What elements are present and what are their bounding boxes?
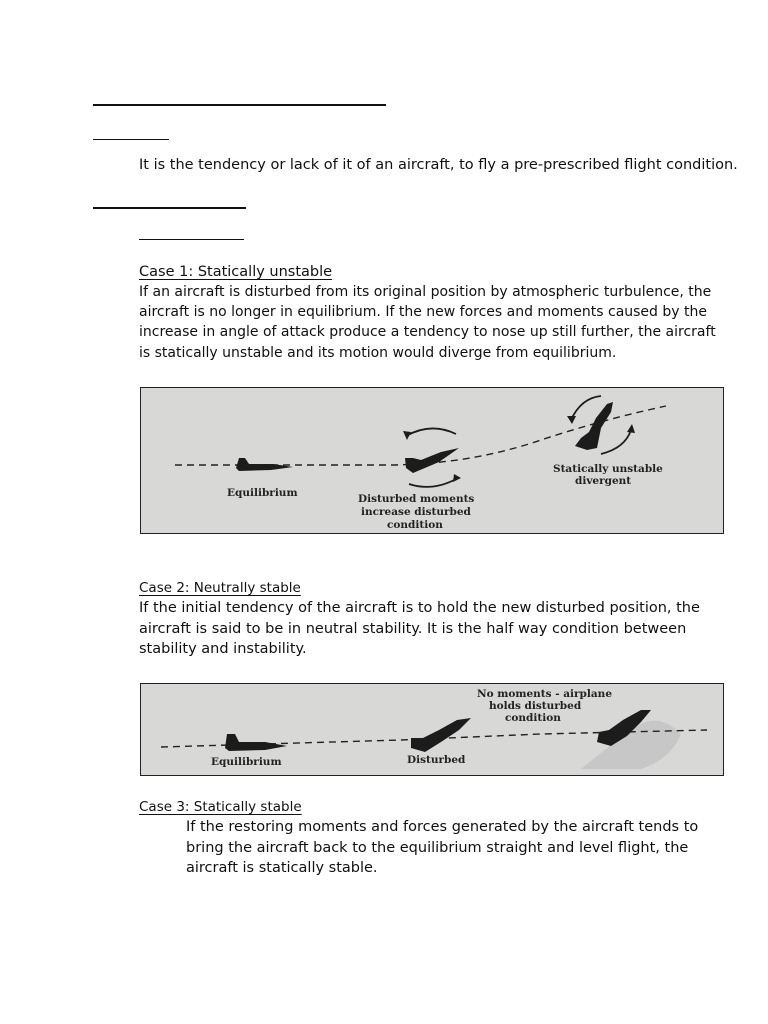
case1-line-2: aircraft is no longer in equilibrium. If the new forces and moments caused by the — [139, 304, 707, 320]
label-unstable-2: divergent — [575, 475, 632, 487]
case2-line-2: aircraft is said to be in neutral stability. It is the half way condition between — [139, 621, 687, 637]
heading-rule-3 — [93, 207, 246, 209]
label-equilibrium: Equilibrium — [211, 756, 282, 768]
case2-line-3: stability and instability. — [139, 641, 307, 657]
arrowhead — [403, 431, 411, 440]
case2-heading: Case 2: Neutrally stable — [139, 580, 301, 596]
label-disturbed-3: condition — [387, 519, 443, 531]
arrowhead — [453, 474, 461, 482]
label-no-moments-3: condition — [505, 712, 561, 724]
case3-line-3: aircraft is statically stable. — [186, 860, 378, 876]
aircraft-equilibrium — [225, 734, 287, 751]
heading-rule-1 — [93, 104, 386, 106]
case3-line-1: If the restoring moments and forces generated by the aircraft tends to — [186, 819, 699, 835]
label-disturbed: Disturbed — [407, 754, 466, 766]
label-disturbed-2: increase disturbed — [361, 506, 471, 518]
arrowhead — [567, 416, 576, 424]
moment-arrow-top — [406, 428, 456, 436]
case3-line-2: bring the aircraft back to the equilibrium straight and level flight, the — [186, 840, 689, 856]
heading-rule-4 — [139, 239, 244, 240]
case1-line-3: increase in angle of attack produce a tendency to nose up still further, the aircraft — [139, 324, 716, 340]
case1-line-4: is statically unstable and its motion would diverge from equilibrium. — [139, 345, 617, 361]
case3-heading: Case 3: Statically stable — [139, 799, 302, 815]
label-unstable-1: Statically unstable — [553, 463, 663, 475]
case1-line-1: If an aircraft is disturbed from its original position by atmospheric turbulence, the — [139, 284, 712, 300]
case2-figure — [140, 683, 724, 776]
heading-rule-2 — [93, 139, 169, 140]
arrowhead — [627, 424, 635, 433]
case2-line-1: If the initial tendency of the aircraft is to hold the new disturbed position, the — [139, 600, 700, 616]
label-no-moments-2: holds disturbed — [489, 700, 582, 712]
case1-figure — [140, 387, 724, 534]
aircraft-divergent — [575, 402, 613, 450]
label-disturbed-1: Disturbed moments — [358, 493, 475, 505]
moment-arrow-bottom — [409, 478, 458, 487]
moment-arrow-bottom — [601, 430, 631, 454]
label-equilibrium: Equilibrium — [227, 487, 298, 499]
aircraft-disturbed — [405, 448, 459, 473]
label-no-moments-1: No moments - airplane — [477, 688, 612, 700]
case1-heading: Case 1: Statically unstable — [139, 264, 333, 280]
aircraft-disturbed — [411, 718, 471, 752]
definition-text: It is the tendency or lack of it of an aircraft, to fly a pre-prescribed flight condition. — [139, 157, 738, 173]
